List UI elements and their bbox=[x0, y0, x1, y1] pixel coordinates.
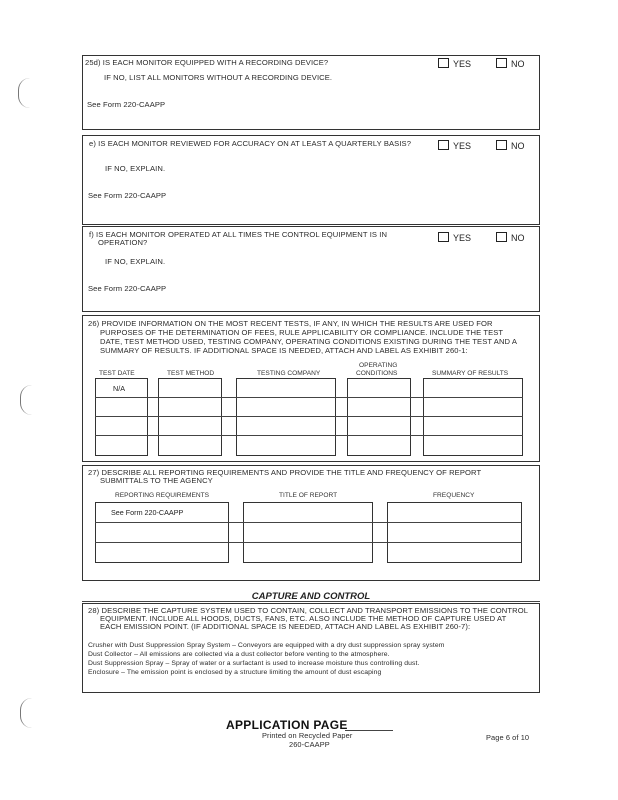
question-25f-line1: f) IS EACH MONITOR OPERATED AT ALL TIMES THE CONTROL EQUIPMENT IS IN bbox=[89, 230, 388, 239]
answer-25f: See Form 220-CAAPP bbox=[88, 284, 167, 293]
yes-checkbox-25e[interactable] bbox=[438, 140, 449, 150]
col-title-of-report: TITLE OF REPORT bbox=[279, 492, 338, 499]
yes-checkbox-25f[interactable] bbox=[438, 232, 449, 242]
question-27-line1: 27) DESCRIBE ALL REPORTING REQUIREMENTS AND PROVIDE THE TITLE AND FREQUENCY OF REPORT bbox=[88, 468, 482, 477]
question-26-line3: DATE, TEST METHOD USED, TESTING COMPANY, OPERATING CONDITIONS EXISTING DURING THE TEST AND A bbox=[100, 337, 518, 346]
answer-25d: See Form 220-CAAPP bbox=[87, 100, 166, 109]
capture-answer-3: Dust Suppression Spray – Spray of water or a surfactant is used to increase moisture thus controlling dust. bbox=[88, 660, 420, 667]
operating-conditions-column bbox=[347, 378, 411, 456]
no-checkbox-25f[interactable] bbox=[496, 232, 507, 242]
col-test-date: TEST DATE bbox=[99, 370, 135, 377]
table-row-line bbox=[95, 522, 522, 523]
frequency-column bbox=[387, 502, 522, 563]
section-27-reporting bbox=[82, 465, 540, 581]
question-28-line1: 28) DESCRIBE THE CAPTURE SYSTEM USED TO CONTAIN, COLLECT AND TRANSPORT EMISSIONS TO THE CONTROL bbox=[88, 606, 529, 615]
form-number: 260-CAAPP bbox=[289, 740, 330, 749]
reporting-requirement-cell: See Form 220-CAAPP bbox=[111, 508, 184, 517]
col-testing-company: TESTING COMPANY bbox=[257, 370, 321, 377]
instruction-25d: IF NO, LIST ALL MONITORS WITHOUT A RECORDING DEVICE. bbox=[104, 73, 333, 82]
table-row-line bbox=[95, 542, 522, 543]
col-reporting-requirements: REPORTING REQUIREMENTS bbox=[115, 492, 210, 499]
capture-heading: CAPTURE AND CONTROL bbox=[251, 591, 371, 602]
question-28-line3: EACH EMISSION POINT. (IF ADDITIONAL SPACE IS NEEDED, ATTACH AND LABEL AS EXHIBIT 260-7): bbox=[100, 622, 471, 631]
section-26-tests bbox=[82, 315, 540, 462]
question-25d: 25d) IS EACH MONITOR EQUIPPED WITH A RECORDING DEVICE? bbox=[85, 58, 329, 67]
punch-hole-mark bbox=[18, 78, 33, 108]
application-page-title: APPLICATION PAGE bbox=[226, 718, 348, 732]
testing-company-column bbox=[236, 378, 336, 456]
question-27-line2: SUBMITTALS TO THE AGENCY bbox=[100, 476, 213, 485]
table-row-line bbox=[95, 397, 523, 398]
col-operating-2: CONDITIONS bbox=[356, 370, 398, 377]
section-25e bbox=[82, 135, 540, 225]
test-date-cell: N/A bbox=[113, 384, 125, 393]
no-checkbox-25d[interactable] bbox=[496, 58, 507, 68]
question-26-line4: SUMMARY OF RESULTS. IF ADDITIONAL SPACE IS NEEDED, ATTACH AND LABEL AS EXHIBIT 260-1: bbox=[100, 346, 468, 355]
summary-results-column bbox=[423, 378, 523, 456]
no-label-25f: NO bbox=[511, 233, 525, 243]
punch-hole-mark bbox=[20, 385, 35, 415]
col-test-method: TEST METHOD bbox=[167, 370, 215, 377]
title-of-report-column bbox=[243, 502, 373, 563]
question-26-line2: PURPOSES OF THE DETERMINATION OF FEES, RULE APPLICABILITY OR COMPLIANCE. INCLUDE THE TEST bbox=[100, 328, 504, 337]
page-number: Page 6 of 10 bbox=[486, 733, 530, 742]
col-operating-1: OPERATING bbox=[359, 362, 398, 369]
table-row-line bbox=[95, 435, 523, 436]
capture-answer-2: Dust Collector – All emissions are collected via a dust collector before venting to the atmosphere. bbox=[88, 651, 390, 658]
test-method-column bbox=[158, 378, 222, 456]
col-frequency: FREQUENCY bbox=[433, 492, 475, 499]
yes-label-25e: YES bbox=[453, 141, 472, 151]
capture-answer-1: Crusher with Dust Suppression Spray System – Conveyors are equipped with a dry dust suppression spray system bbox=[88, 642, 445, 649]
instruction-25f: IF NO, EXPLAIN. bbox=[105, 257, 166, 266]
question-28-line2: EQUIPMENT. INCLUDE ALL HOODS, DUCTS, FANS, ETC. ALSO INCLUDE THE METHOD OF CAPTURE USED AT bbox=[100, 614, 507, 623]
capture-answer-4: Enclosure – The emission point is enclosed by a structure limiting the amount of dust escaping bbox=[88, 669, 382, 676]
instruction-25e: IF NO, EXPLAIN. bbox=[105, 164, 166, 173]
table-row-line bbox=[95, 416, 523, 417]
col-summary-results: SUMMARY OF RESULTS bbox=[432, 370, 509, 377]
capture-heading-rule bbox=[82, 601, 540, 602]
no-label-25d: NO bbox=[511, 59, 525, 69]
answer-25e: See Form 220-CAAPP bbox=[88, 191, 167, 200]
no-label-25e: NO bbox=[511, 141, 525, 151]
section-25f bbox=[82, 226, 540, 312]
section-25d bbox=[82, 55, 540, 130]
no-checkbox-25e[interactable] bbox=[496, 140, 507, 150]
yes-label-25f: YES bbox=[453, 233, 472, 243]
section-28-capture bbox=[82, 603, 540, 693]
punch-hole-mark bbox=[20, 698, 35, 728]
question-25e: e) IS EACH MONITOR REVIEWED FOR ACCURACY ON AT LEAST A QUARTERLY BASIS? bbox=[89, 139, 412, 148]
yes-label-25d: YES bbox=[453, 59, 472, 69]
question-26-line1: 26) PROVIDE INFORMATION ON THE MOST RECENT TESTS, IF ANY, IN WHICH THE RESULTS ARE USED FOR bbox=[88, 319, 493, 328]
printed-on-recycled: Printed on Recycled Paper bbox=[262, 731, 353, 740]
question-25f-line2: OPERATION? bbox=[98, 238, 148, 247]
yes-checkbox-25d[interactable] bbox=[438, 58, 449, 68]
